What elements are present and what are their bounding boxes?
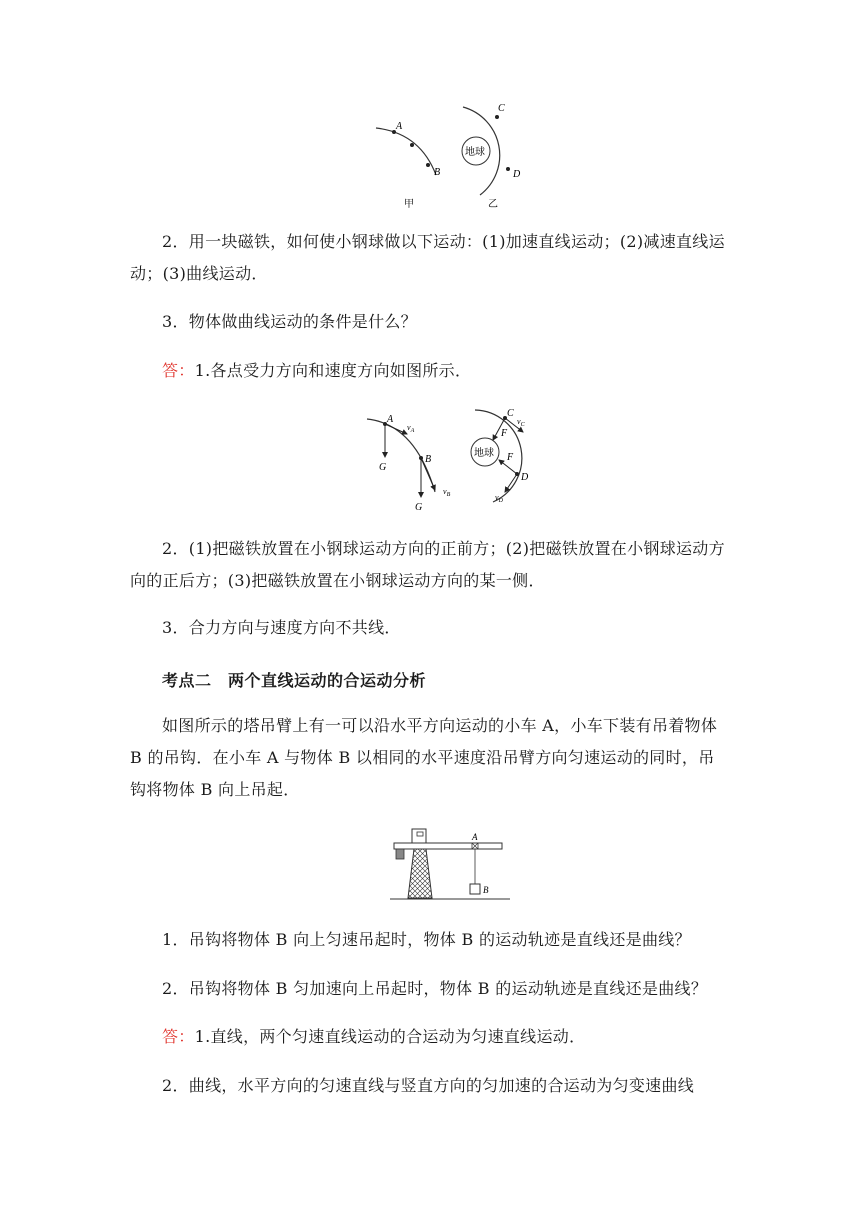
counterweight	[396, 849, 404, 859]
answer-2-1-text: 1.直线，两个匀速直线运动的合运动为匀速直线运动．	[194, 1027, 586, 1046]
question-2: 2．用一块磁铁，如何使小钢球做以下运动：(1)加速直线运动；(2)减速直线运动；(3)曲线运动．	[130, 232, 725, 283]
answer-1-text: 1.各点受力方向和速度方向如图所示．	[194, 361, 472, 380]
question-2-1: 1．吊钩将物体 B 向上匀速吊起时，物体 B 的运动轨迹是直线还是曲线？	[162, 930, 691, 949]
label-crane-a: A	[472, 832, 478, 842]
label-vc: $v_C$	[517, 417, 525, 428]
answer-label: 答：	[162, 361, 195, 380]
point-d	[506, 167, 510, 171]
answer-label: 答：	[162, 1027, 195, 1046]
arrow-va	[385, 424, 407, 434]
label-g2: G	[415, 502, 423, 513]
label-f2: F	[507, 452, 514, 463]
label-d: D	[513, 169, 521, 180]
label-b-answer: B	[425, 454, 432, 465]
figure-tower-crane	[390, 826, 510, 902]
label-c-answer: C	[507, 408, 514, 419]
answer-2-2: 2．曲线，水平方向的匀速直线与竖直方向的匀加速的合运动为匀变速曲线	[162, 1076, 695, 1095]
label-c: C	[498, 103, 505, 114]
question-3: 3．物体做曲线运动的条件是什么？	[162, 312, 417, 331]
label-f1: F	[501, 428, 508, 439]
label-vd: $v_D$	[495, 493, 503, 504]
crane-cab-window	[417, 832, 423, 836]
figure-trajectories-question	[370, 95, 530, 215]
question-2-2: 2．吊钩将物体 B 匀加速向上吊起时，物体 B 的运动轨迹是直线还是曲线？	[162, 979, 708, 998]
crane-jib	[394, 843, 502, 849]
label-va: $v_A$	[407, 423, 415, 434]
label-g1: G	[379, 462, 387, 473]
caption-jia: 甲	[404, 199, 414, 210]
point-c	[495, 115, 499, 119]
section-heading: 考点二 两个直线运动的合运动分析	[162, 671, 427, 690]
figure-forces-answer	[365, 402, 545, 517]
label-vb: $v_B$	[443, 487, 451, 498]
answer-2-1	[130, 1021, 730, 1053]
label-d-answer: D	[521, 472, 529, 483]
earth-label-answer: 地球	[474, 448, 494, 459]
label-a: A	[396, 121, 403, 132]
answer-3: 3．合力方向与速度方向不共线．	[162, 618, 401, 637]
label-crane-b: B	[483, 885, 489, 895]
point-mid	[410, 143, 414, 147]
section-intro: 如图所示的塔吊臂上有一可以沿水平方向运动的小车 A，小车下装有吊着物体 B 的吊钩．在小车 A 与物体 B 以相同的水平速度沿吊臂方向匀速运动的同时，吊钩将物体 B 向上吊起．	[130, 716, 718, 799]
label-a-answer: A	[387, 414, 394, 425]
answer-2: 2．(1)把磁铁放置在小钢球运动方向的正前方；(2)把磁铁放置在小钢球运动方向的正后方；(3)把磁铁放置在小钢球运动方向的某一侧．	[130, 539, 725, 590]
earth-label: 地球	[465, 147, 485, 158]
label-b: B	[434, 167, 441, 178]
answer-1	[130, 355, 730, 387]
crane-tower	[408, 849, 432, 898]
caption-yi: 乙	[488, 199, 498, 210]
trolley-cross	[472, 843, 478, 849]
curve-jia	[376, 128, 436, 175]
point-b	[426, 163, 430, 167]
load-b	[470, 884, 480, 894]
